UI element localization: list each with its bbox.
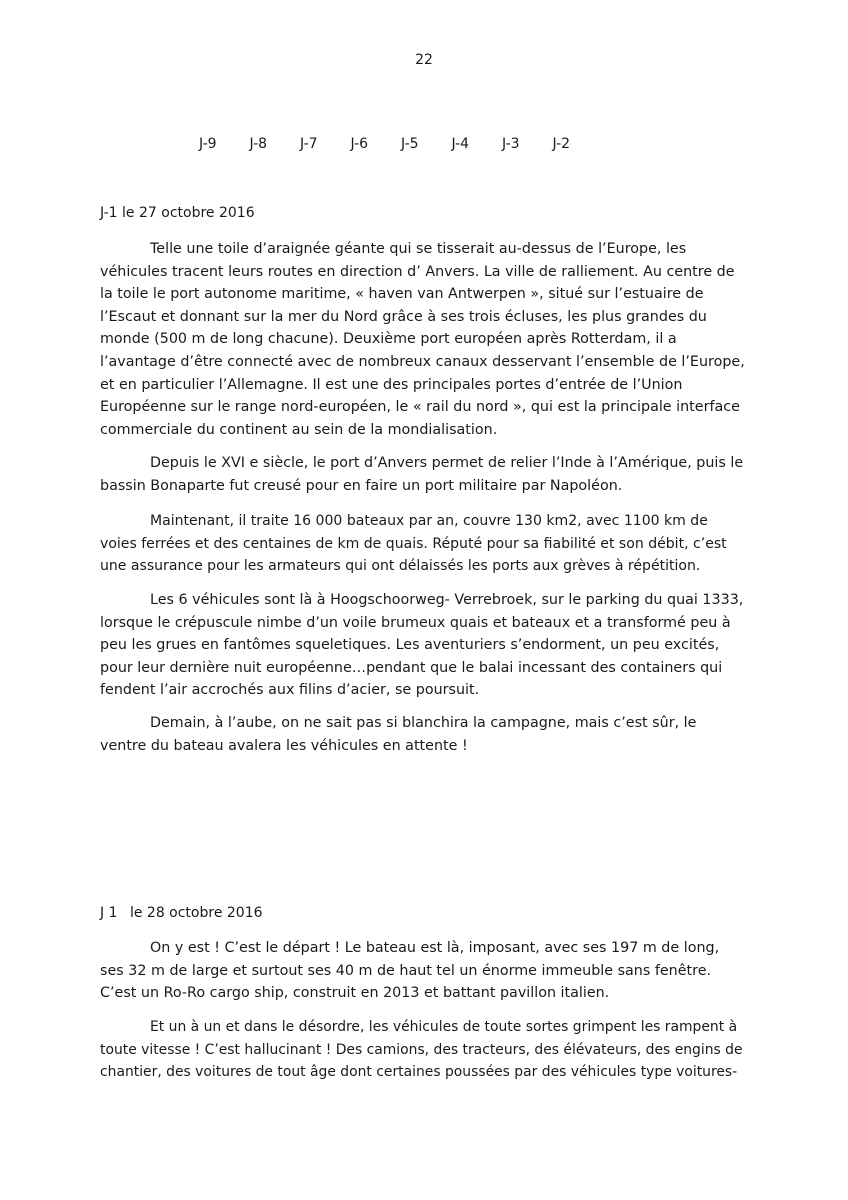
- countdown-item: J-7: [300, 136, 318, 152]
- entry-day: J-1: [100, 205, 118, 221]
- entry-day: J 1: [100, 905, 118, 921]
- paragraph: Maintenant, il traite 16 000 bateaux par an, couvre 130 km2, avec 1100 km de voies ferrées et des centaines de km de quais. Réputé pour sa fiabilité et son débit, c’est une assurance pour les armateurs qui ont délaissés les ports aux grèves à répétition.: [100, 513, 727, 575]
- countdown-item: J-9: [199, 136, 217, 152]
- entry-heading-j-1: [100, 905, 263, 921]
- page-number: 22: [415, 52, 433, 68]
- countdown-item: J-2: [552, 136, 571, 152]
- paragraph: Et un à un et dans le désordre, les véhicules de toute sortes grimpent les rampent à toute vitesse ! C’est hallucinant ! Des camions, des tracteurs, des élévateurs, des engins de chantier, des voitures de tout âge dont certaines poussées par des véhicules type voitures-: [100, 1019, 743, 1081]
- countdown-item: J-8: [249, 136, 268, 152]
- countdown-item: J-5: [401, 136, 419, 152]
- countdown-item: J-4: [451, 136, 470, 152]
- countdown-item: J-3: [502, 136, 520, 152]
- countdown-item: J-6: [350, 136, 369, 152]
- paragraph: Depuis le XVI e siècle, le port d’Anvers permet de relier l’Inde à l’Amérique, puis le bassin Bonaparte fut creusé pour en faire un port militaire par Napoléon.: [100, 455, 744, 494]
- entry-heading-j-minus-1: [100, 205, 255, 221]
- paragraph: Telle une toile d’araignée géante qui se tisserait au-dessus de l’Europe, les véhicules tracent leurs routes en direction d’ Anvers. La ville de ralliement. Au centre de la toile le port autonome maritime, « haven van Antwerpen », situé sur l’estuaire de l’Escaut et donnant sur la mer du Nord grâce à ses trois écluses, les plus grandes du monde (500 m de long chacune). Deuxième port européen après Rotterdam, il a l’avantage d’être connecté avec de nombreux canaux desservant l’ensemble de l’Europe, et en particulier l’Allemagne. Il est une des principales portes d’entrée de l’Union Européenne sur le range nord-européen, le « rail du nord », qui est la principale interface commerciale du continent au sein de la mondialisation.: [100, 241, 745, 438]
- paragraph: Demain, à l’aube, on ne sait pas si blanchira la campagne, mais c’est sûr, le ventre du bateau avalera les véhicules en attente !: [100, 715, 697, 754]
- entry-date: le 28 octobre 2016: [129, 905, 263, 921]
- paragraph: Les 6 véhicules sont là à Hoogschoorweg- Verrebroek, sur le parking du quai 1333, lorsque le crépuscule nimbe d’un voile brumeux quais et bateaux et a transformé peu à peu les grues en fantômes squeletiques. Les aventuriers s’endorment, un peu excités, pour leur dernière nuit européenne…pendant que le balai incessant des containers qui fendent l’air accrochés aux filins d’acier, se poursuit.: [100, 592, 744, 699]
- entry-date: le 27 octobre 2016: [122, 205, 255, 221]
- countdown-row: [199, 136, 603, 152]
- paragraph: On y est ! C’est le départ ! Le bateau est là, imposant, avec ses 197 m de long, ses 32 m de large et surtout ses 40 m de haut tel un énorme immeuble sans fenêtre. C’est un Ro-Ro cargo ship, construit en 2013 et battant pavillon italien.: [100, 940, 720, 1002]
